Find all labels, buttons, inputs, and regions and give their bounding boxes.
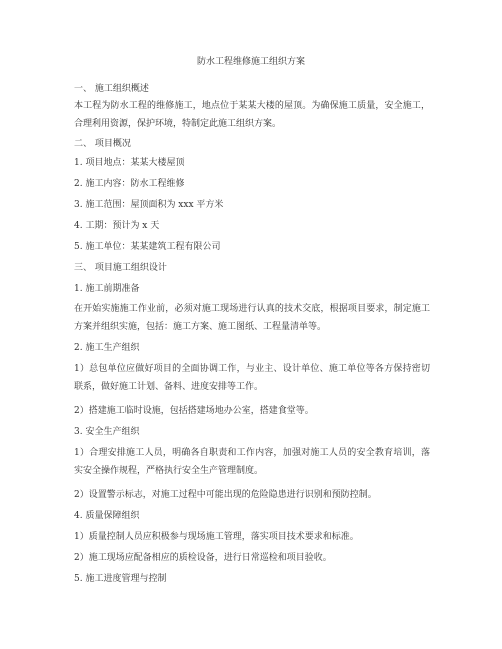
project-item-contractor: 5. 施工单位：某某建筑工程有限公司: [74, 242, 221, 252]
section-heading-overview: 一、 施工组织概述: [74, 84, 149, 94]
safety-item-2: 2）设置警示标志，对施工过程中可能出现的危险隐患进行识别和预防控制。: [74, 490, 377, 500]
subsection-heading-safety: 3. 安全生产组织: [74, 427, 140, 437]
quality-item-1: 1）质量控制人员应积极参与现场施工管理，落实项目技术要求和标准。: [74, 532, 359, 542]
subsection-heading-schedule: 5. 施工进度管理与控制: [74, 574, 167, 584]
section-heading-project: 二、 项目概况: [74, 139, 131, 149]
subsection-heading-quality: 4. 质量保障组织: [74, 511, 140, 521]
quality-item-2: 2）施工现场应配备相应的质检设备，进行日常巡检和项目验收。: [74, 553, 332, 563]
section-heading-design: 三、 项目施工组织设计: [74, 263, 167, 273]
project-item-duration: 4. 工期：预计为 x 天: [74, 221, 160, 231]
production-item-2: 2）搭建施工临时设施，包括搭建场地办公室，搭建食堂等。: [74, 406, 314, 416]
project-item-content: 2. 施工内容：防水工程维修: [74, 179, 185, 189]
subsection-heading-production: 2. 施工生产组织: [74, 343, 140, 353]
project-item-scope: 3. 施工范围：屋顶面积为 xxx 平方米: [74, 200, 224, 210]
safety-item-1: 1）合理安排施工人员，明确各自职责和工作内容，加强对施工人员的安全教育培训，落实安全操作规程，严格执行安全生产管理制度。: [74, 448, 430, 476]
overview-paragraph: 本工程为防水工程的维修施工，地点位于某某大楼的屋顶。为确保施工质量，安全施工，合理利用资源，保护环境，特制定此施工组织方案。: [74, 101, 430, 129]
subsection-heading-preparation: 1. 施工前期准备: [74, 284, 140, 294]
production-item-1: 1）总包单位应做好项目的全面协调工作，与业主、设计单位、施工单位等各方保持密切联系，做好施工计划、备料、进度安排等工作。: [74, 364, 430, 392]
document-title: 防水工程维修施工组织方案: [196, 57, 305, 67]
preparation-paragraph: 在开始实施施工作业前，必须对施工现场进行认真的技术交底，根据项目要求，制定施工方案并组织实施，包括：施工方案、施工图纸、工程量清单等。: [74, 304, 430, 332]
project-item-location: 1. 项目地点：某某大楼屋顶: [74, 158, 185, 168]
